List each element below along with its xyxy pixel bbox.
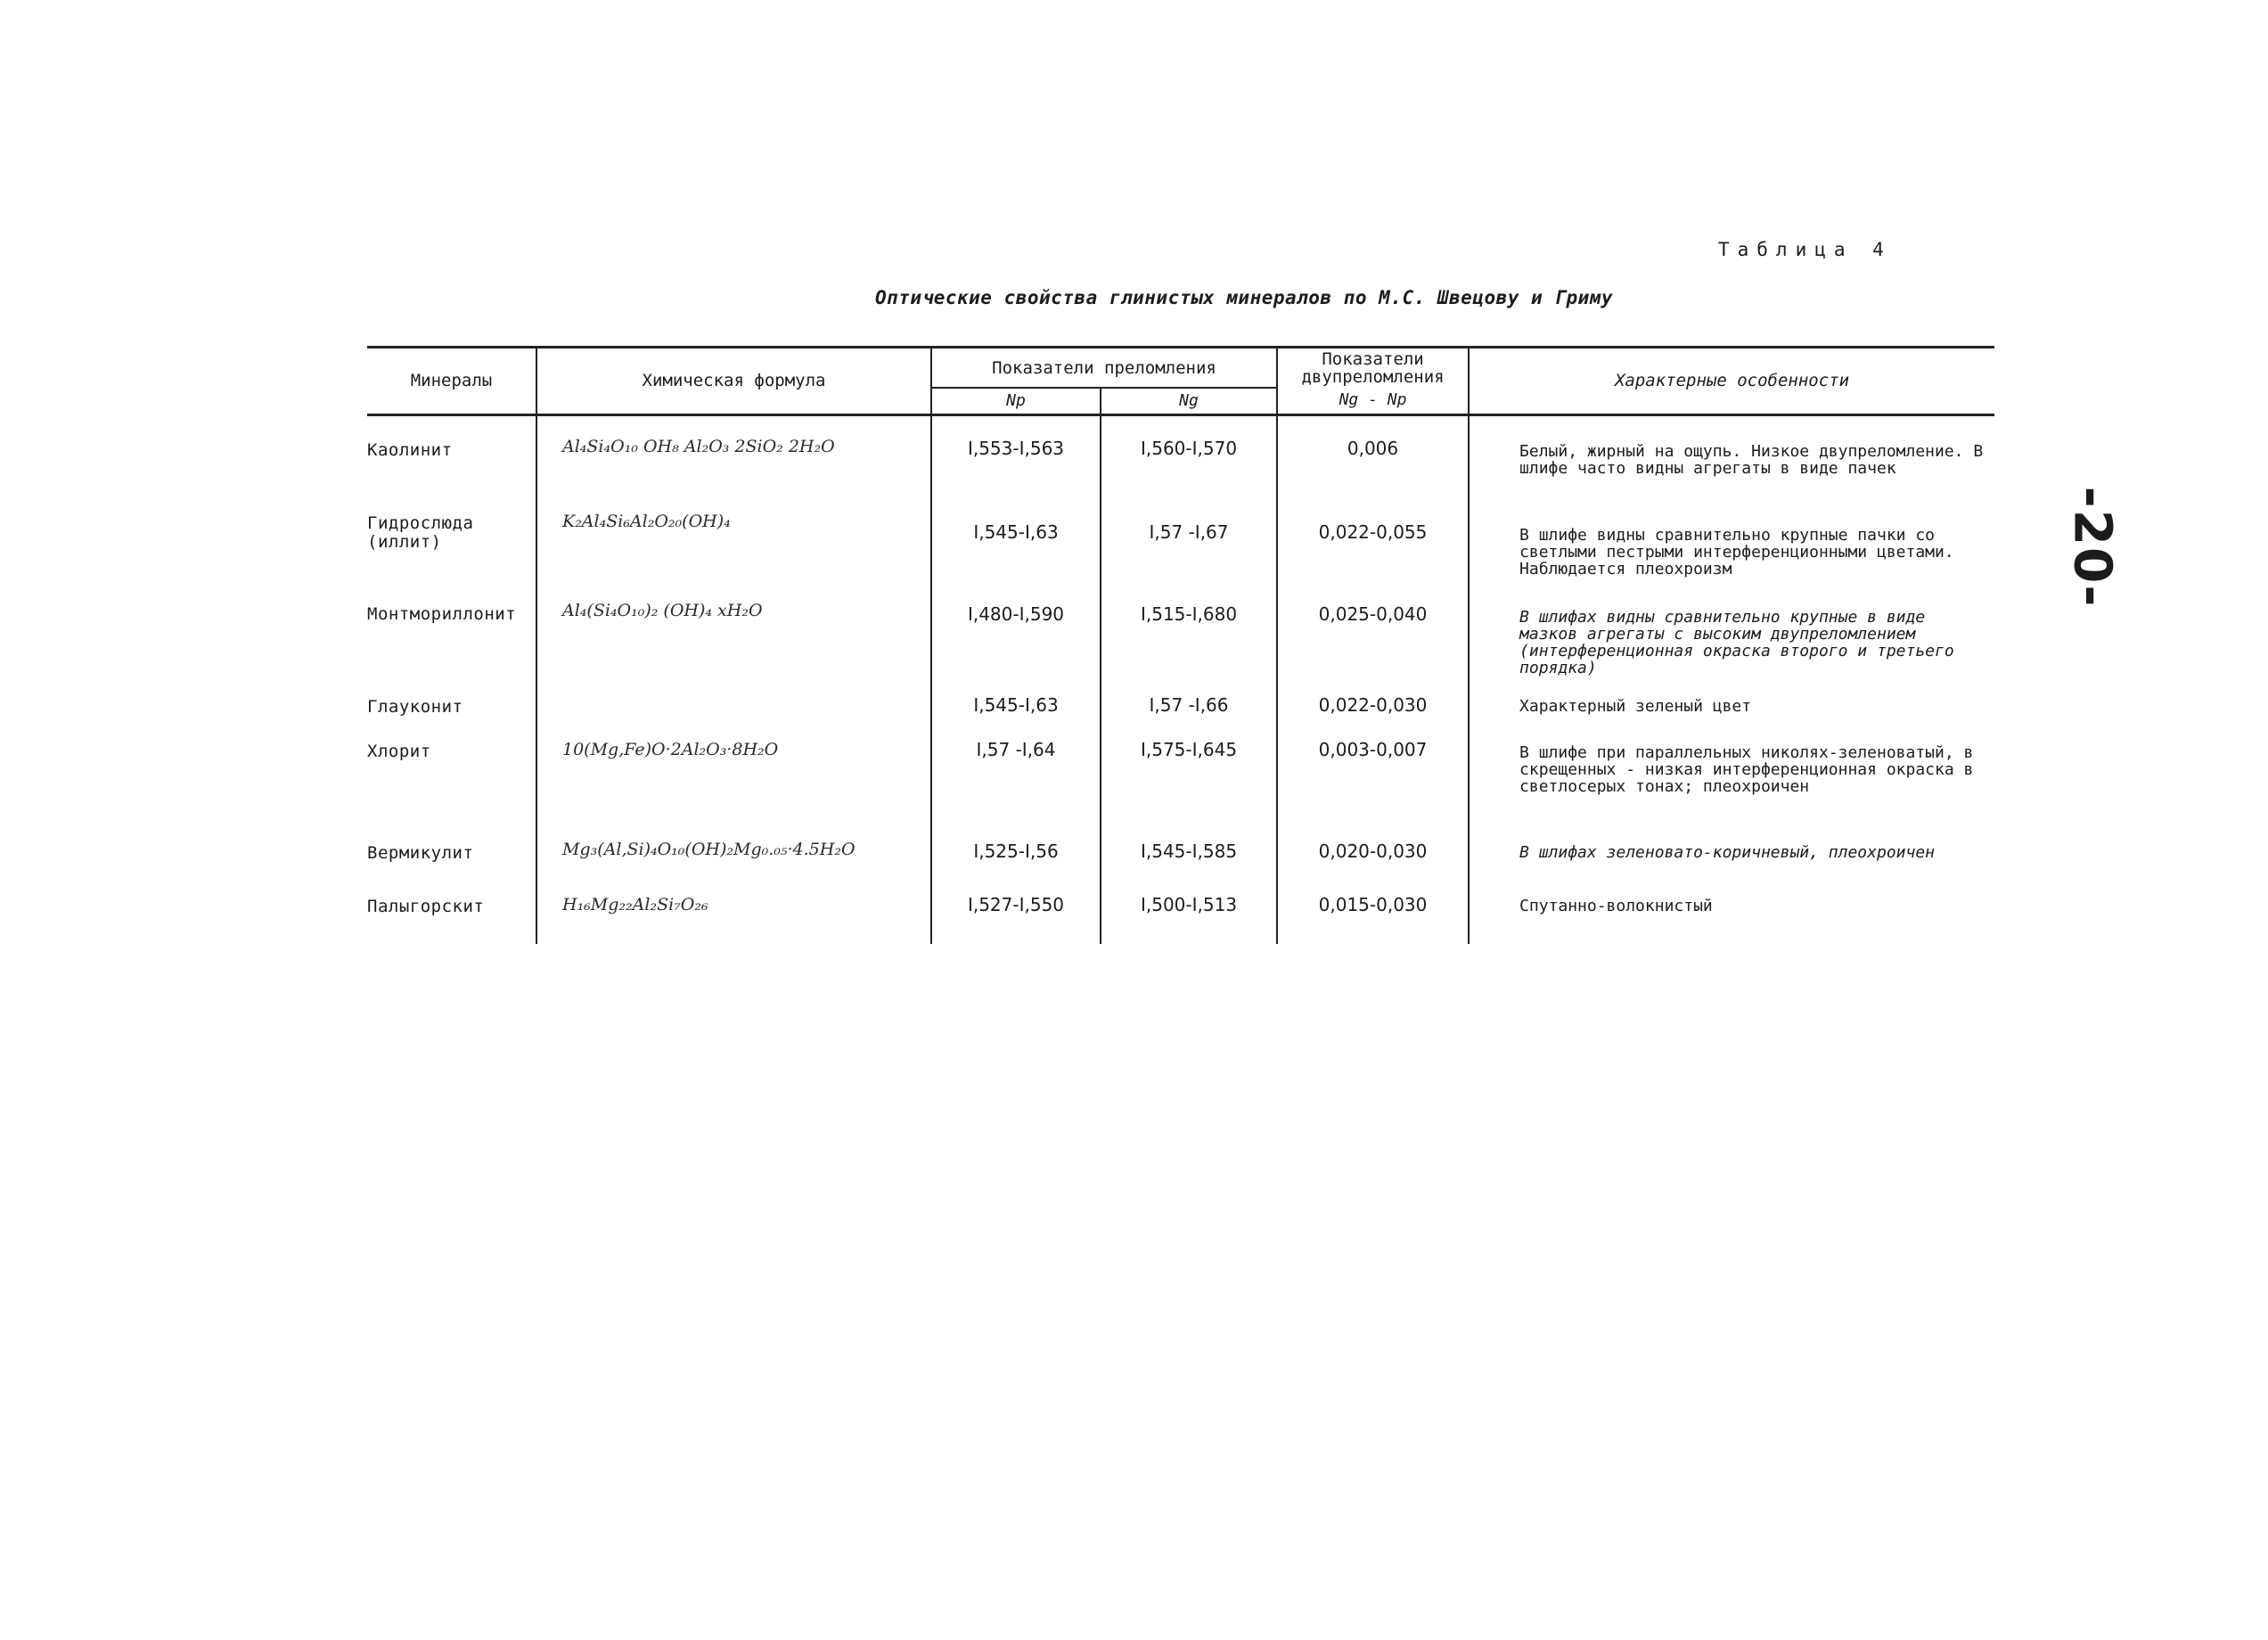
refraction-ng: I,575-I,645 bbox=[1101, 730, 1277, 830]
header-mineral: Минералы bbox=[367, 348, 536, 415]
mineral-name: Каолинит bbox=[367, 414, 536, 495]
chemical-formula: K₂Al₄Si₆Al₂O₂₀(OH)₄ bbox=[536, 495, 931, 584]
birefringence: 0,020-0,030 bbox=[1277, 830, 1469, 883]
table-row bbox=[367, 584, 1994, 685]
birefringence: 0,015-0,030 bbox=[1277, 883, 1469, 944]
features: Белый, жирный на ощупь. Низкое двупреломление. В шлифе часто видны агрегаты в виде пачек bbox=[1519, 441, 1984, 478]
chemical-formula: 10(Mg,Fe)O·2Al₂O₃·8H₂O bbox=[536, 730, 931, 830]
chemical-formula: Mg₃(Al,Si)₄O₁₀(OH)₂Mg₀.₀₅·4.5H₂O bbox=[536, 830, 931, 883]
header-birefringence: Показатели двупреломления bbox=[1277, 348, 1469, 389]
birefringence: 0,006 bbox=[1277, 414, 1469, 495]
refraction-np: I,553-I,563 bbox=[931, 414, 1101, 495]
table-row bbox=[367, 685, 1994, 730]
refraction-np: I,527-I,550 bbox=[931, 883, 1101, 944]
features: Спутанно-волокнистый bbox=[1519, 897, 1713, 915]
page-number: -20- bbox=[2062, 486, 2124, 609]
features: В шлифе при параллельных николях-зеленоватый, в скрещенных - низкая интерференционная окраска в светлосерых тонах; плеохроичен bbox=[1519, 743, 1974, 796]
refraction-np: I,480-I,590 bbox=[931, 584, 1101, 685]
birefringence: 0,022-0,055 bbox=[1277, 495, 1469, 584]
header-np: Np bbox=[931, 388, 1101, 414]
refraction-np: I,57 -I,64 bbox=[931, 730, 1101, 830]
refraction-ng: I,560-I,570 bbox=[1101, 414, 1277, 495]
birefringence: 0,022-0,030 bbox=[1277, 685, 1469, 730]
table-row bbox=[367, 414, 1994, 495]
refraction-ng: I,500-I,513 bbox=[1101, 883, 1277, 944]
table-title: Оптические свойства глинистых минералов по М.С. Швецову и Гриму bbox=[875, 287, 1614, 308]
refraction-np: I,525-I,56 bbox=[931, 830, 1101, 883]
header-features-label: Характерные особенности bbox=[1614, 371, 1850, 391]
minerals-optical-properties-table bbox=[367, 346, 1994, 944]
table-row bbox=[367, 730, 1994, 830]
feature-text: В шлифах видны сравнительно крупные в виде мазков агрегаты с высоким двупреломлением (интерференционная окраска второго и третьего порядка) bbox=[1519, 608, 1954, 677]
chemical-formula: Al₄(Si₄O₁₀)₂ (OH)₄ xH₂O bbox=[536, 584, 931, 685]
mineral-name: Вермикулит bbox=[367, 830, 536, 883]
mineral-name: Палыгорскит bbox=[367, 883, 536, 944]
refraction-ng: I,545-I,585 bbox=[1101, 830, 1277, 883]
table-row bbox=[367, 495, 1994, 584]
table-label: Таблица 4 bbox=[1718, 239, 1892, 260]
header-refraction: Показатели преломления bbox=[931, 348, 1277, 389]
table-row bbox=[367, 830, 1994, 883]
features: Характерный зеленый цвет bbox=[1519, 697, 1752, 716]
birefringence: 0,003-0,007 bbox=[1277, 730, 1469, 830]
chemical-formula bbox=[536, 685, 931, 730]
table-row bbox=[367, 883, 1994, 944]
refraction-ng: I,515-I,680 bbox=[1101, 584, 1277, 685]
features bbox=[1469, 584, 1994, 685]
header-features bbox=[1469, 348, 1994, 415]
refraction-np: I,545-I,63 bbox=[931, 685, 1101, 730]
header-ng: Ng bbox=[1101, 388, 1277, 414]
refraction-ng: I,57 -I,66 bbox=[1101, 685, 1277, 730]
chemical-formula: H₁₆Mg₂₂Al₂Si₇O₂₆ bbox=[536, 883, 931, 944]
refraction-np: I,545-I,63 bbox=[931, 495, 1101, 584]
mineral-name: Хлорит bbox=[367, 730, 536, 830]
birefringence: 0,025-0,040 bbox=[1277, 584, 1469, 685]
features: В шлифах зеленовато-коричневый, плеохроичен bbox=[1519, 843, 1936, 862]
mineral-name: Глауконит bbox=[367, 685, 536, 730]
header-formula: Химическая формула bbox=[536, 348, 931, 415]
header-birefringence-formula: Ng - Np bbox=[1277, 388, 1469, 414]
mineral-name: Монтмориллонит bbox=[367, 584, 536, 685]
mineral-name: Гидрослюда (иллит) bbox=[367, 495, 536, 584]
chemical-formula: Al₄Si₄O₁₀ OH₈ Al₂O₃ 2SiO₂ 2H₂O bbox=[536, 414, 931, 495]
refraction-ng: I,57 -I,67 bbox=[1101, 495, 1277, 584]
features: В шлифе видны сравнительно крупные пачки со светлыми пестрыми интерференционными цветами. Наблюдается плеохроизм bbox=[1519, 526, 1954, 578]
